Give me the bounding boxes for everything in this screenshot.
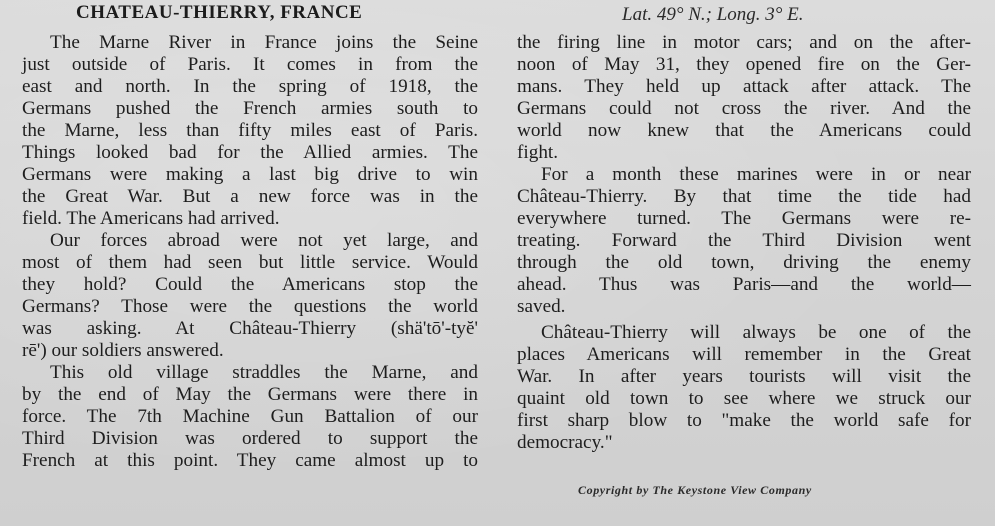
text-line: first sharp blow to "make the world safe for [517,410,971,431]
text-line: just outside of Paris. It comes in from the [22,54,478,75]
text-line: War. In after years tourists will visit the [517,366,971,387]
text-line: democracy." [517,432,613,453]
text-line: they hold? Could the Americans stop the [22,274,478,295]
coordinates-heading: Lat. 49° N.; Long. 3° E. [622,4,804,25]
text-line: Germans? Those were the questions the world [22,296,478,317]
text-line: rē') our soldiers answered. [22,340,224,361]
text-line: Château-Thierry will always be one of the [541,322,971,343]
text-line: noon of May 31, they opened fire on the Ger- [517,54,971,75]
text-line: Germans pushed the French armies south to [22,98,478,119]
text-line: saved. [517,296,566,317]
right-column [517,32,971,454]
text-line: Germans could not cross the river. And the [517,98,971,119]
text-line: Our forces abroad were not yet large, and [50,230,478,251]
text-line: Third Division was ordered to support the [22,428,478,449]
text-line: the firing line in motor cars; and on the after- [517,32,971,53]
text-line: For a month these marines were in or near [541,164,971,185]
left-column [22,32,478,472]
text-line: field. The Americans had arrived. [22,208,280,229]
text-line: everywhere turned. The Germans were re- [517,208,971,229]
text-line: through the old town, driving the enemy [517,252,971,273]
text-line: force. The 7th Machine Gun Battalion of our [22,406,478,427]
text-line: was asking. At Château-Thierry (shä'tō'-tyĕ' [22,318,478,339]
text-line: fight. [517,142,559,163]
text-line: the Marne, less than fifty miles east of Paris. [22,120,478,141]
text-line: Château-Thierry. By that time the tide had [517,186,971,207]
text-line: the Great War. But a new force was in the [22,186,478,207]
copyright-notice: Copyright by The Keystone View Company [578,483,812,497]
text-line: mans. They held up attack after attack. The [517,76,971,97]
page-title: CHATEAU-THIERRY, FRANCE [76,2,363,23]
text-line: Germans were making a last big drive to win [22,164,478,185]
text-line: places Americans will remember in the Great [517,344,971,365]
text-line: treating. Forward the Third Division went [517,230,971,251]
text-line: ahead. Thus was Paris—and the world— [517,274,971,295]
text-line: This old village straddles the Marne, and [50,362,478,383]
text-line: The Marne River in France joins the Seine [50,32,478,53]
text-line: most of them had seen but little service. Would [22,252,478,273]
text-line: French at this point. They came almost up to [22,450,478,471]
text-line: east and north. In the spring of 1918, the [22,76,478,97]
text-line: by the end of May the Germans were there in [22,384,478,405]
text-line: Things looked bad for the Allied armies. The [22,142,478,163]
text-line: world now knew that the Americans could [517,120,971,141]
text-line: quaint old town to see where we struck our [517,388,971,409]
